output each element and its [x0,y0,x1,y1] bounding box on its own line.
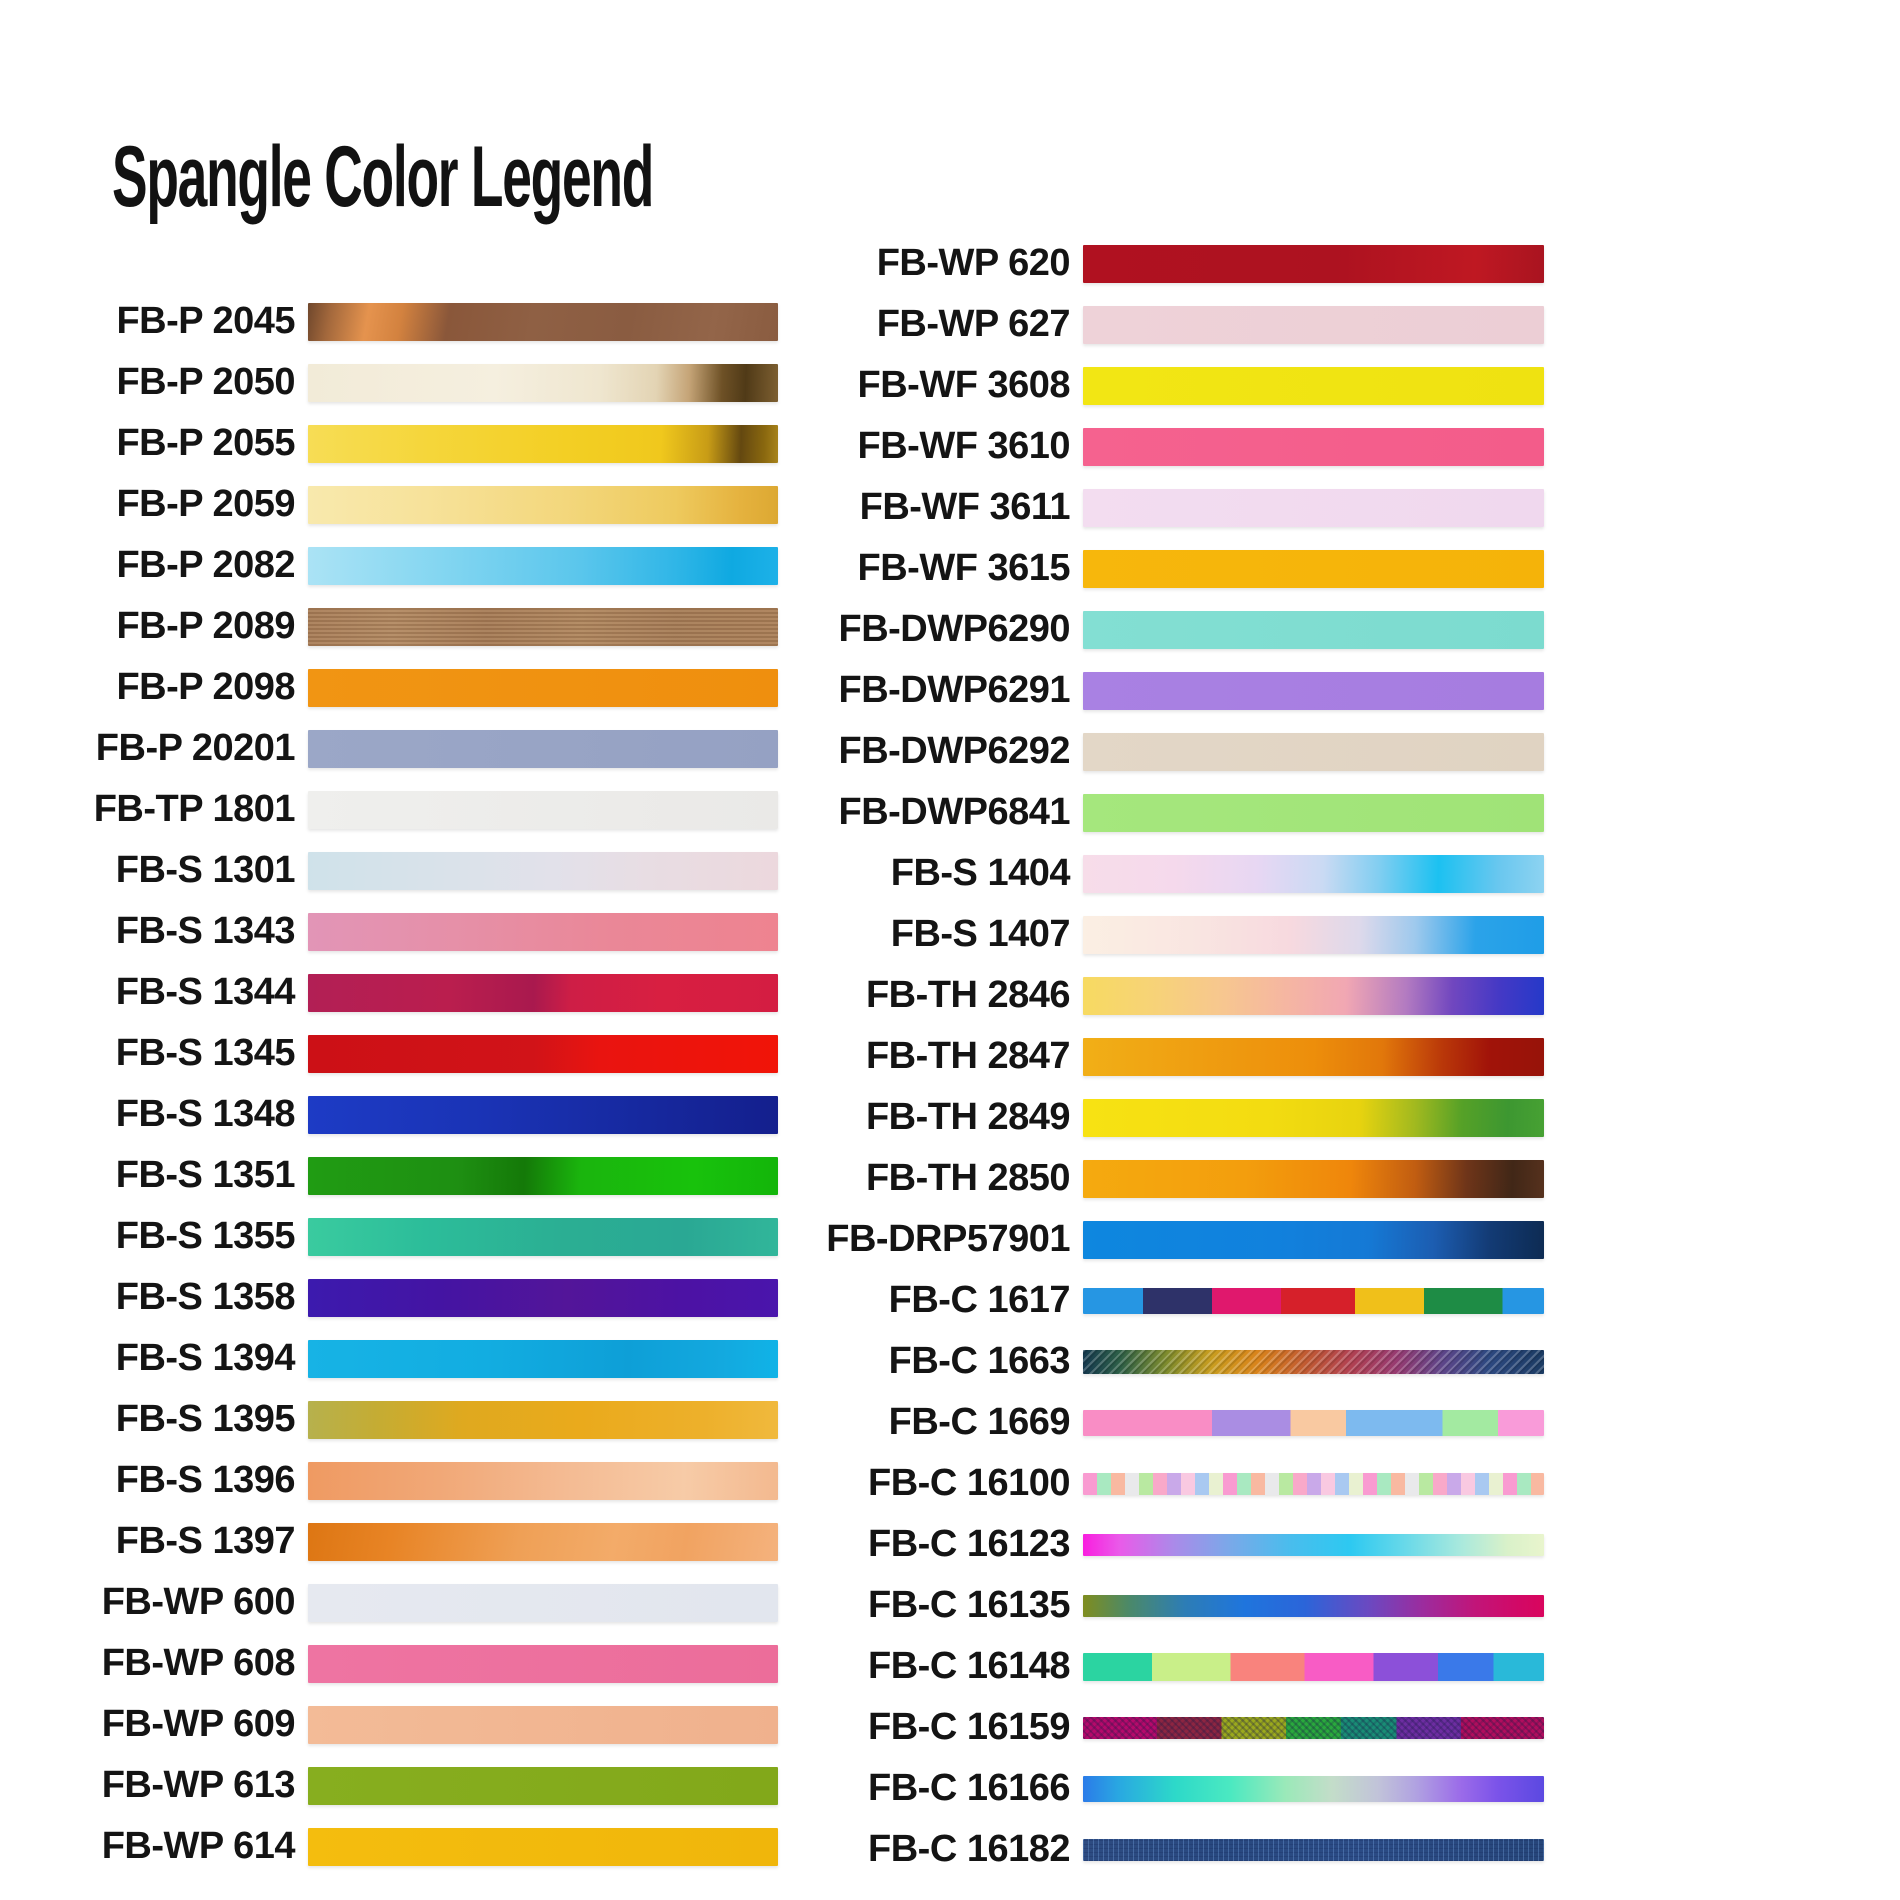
swatch-label: FB-S 1343 [115,910,295,952]
legend-row [80,657,778,718]
swatch-label: FB-S 1358 [115,1276,295,1318]
legend-row [80,474,778,535]
swatch-label: FB-C 16100 [868,1462,1070,1504]
legend-row [80,1328,778,1389]
color-swatch [308,425,778,463]
color-swatch [1083,1776,1544,1802]
swatch-label: FB-C 16123 [868,1523,1070,1565]
legend-row [80,1755,778,1816]
legend-row [80,1023,778,1084]
legend-row [80,1206,778,1267]
swatch-label: FB-DRP57901 [826,1218,1070,1260]
swatch-label: FB-P 2045 [116,300,295,342]
legend-row [800,1575,1544,1636]
color-swatch [308,1523,778,1561]
color-swatch [308,486,778,524]
color-swatch [1083,916,1544,954]
swatch-label: FB-P 2050 [116,361,295,403]
color-swatch [1083,1350,1544,1374]
color-swatch [308,303,778,341]
color-swatch [308,913,778,951]
color-swatch [308,1035,778,1073]
color-swatch [1083,1221,1544,1259]
legend-row [800,294,1544,355]
color-swatch [1083,428,1544,466]
legend-row [800,233,1544,294]
swatch-label: FB-S 1404 [890,852,1070,894]
legend-row [800,1758,1544,1819]
swatch-label: FB-DWP6290 [838,608,1070,650]
legend-row [80,1816,778,1877]
swatch-label: FB-P 20201 [95,727,295,769]
color-swatch [308,1767,778,1805]
legend-row [80,901,778,962]
swatch-label: FB-C 16166 [868,1767,1070,1809]
swatch-label: FB-WF 3615 [857,547,1070,589]
color-swatch [308,852,778,890]
color-swatch [308,1645,778,1683]
legend-row [800,843,1544,904]
color-swatch [1083,672,1544,710]
color-swatch [308,608,778,646]
swatch-label: FB-S 1345 [115,1032,295,1074]
color-swatch [308,974,778,1012]
swatch-label: FB-WF 3608 [857,364,1070,406]
swatch-label: FB-WP 620 [876,242,1070,284]
color-swatch [1083,794,1544,832]
color-swatch [1083,1653,1544,1681]
swatch-label: FB-C 1617 [888,1279,1070,1321]
swatch-label: FB-P 2089 [116,605,295,647]
legend-row [800,1392,1544,1453]
color-swatch [1083,1717,1544,1739]
color-swatch [1083,489,1544,527]
legend-row [80,1511,778,1572]
color-swatch [308,547,778,585]
color-swatch [308,1401,778,1439]
swatch-label: FB-TH 2846 [865,974,1070,1016]
color-swatch [1083,306,1544,344]
legend-row [800,1148,1544,1209]
swatch-label: FB-WF 3611 [859,486,1070,528]
swatch-label: FB-P 2082 [116,544,295,586]
legend-row [80,596,778,657]
color-swatch [1083,1288,1544,1314]
color-swatch [1083,550,1544,588]
legend-row [800,1270,1544,1331]
color-swatch [308,1706,778,1744]
swatch-label: FB-WP 627 [876,303,1070,345]
swatch-label: FB-TH 2849 [865,1096,1070,1138]
legend-row [80,535,778,596]
swatch-label: FB-WP 608 [101,1642,295,1684]
swatch-label: FB-P 2098 [116,666,295,708]
color-swatch [308,1462,778,1500]
swatch-label: FB-S 1397 [115,1520,295,1562]
legend-row [80,1084,778,1145]
color-swatch [1083,1099,1544,1137]
legend-row [80,779,778,840]
color-swatch [308,669,778,707]
legend-row [800,1819,1544,1880]
legend-row [800,1209,1544,1270]
color-swatch [308,1279,778,1317]
swatch-label: FB-S 1407 [890,913,1070,955]
swatch-label: FB-WF 3610 [857,425,1070,467]
legend-row [80,1450,778,1511]
swatch-label: FB-S 1301 [115,849,295,891]
color-swatch [308,1340,778,1378]
legend-row [800,1697,1544,1758]
swatch-label: FB-P 2059 [116,483,295,525]
color-swatch [1083,1410,1544,1436]
left-column [80,291,778,1877]
swatch-label: FB-DWP6841 [838,791,1070,833]
swatch-label: FB-S 1396 [115,1459,295,1501]
page-title: Spangle Color Legend [112,129,654,225]
legend-row [80,1694,778,1755]
swatch-label: FB-DWP6291 [838,669,1070,711]
swatch-label: FB-P 2055 [116,422,295,464]
swatch-label: FB-TP 1801 [93,788,295,830]
color-swatch [1083,977,1544,1015]
color-swatch [1083,1534,1544,1556]
legend-row [800,1636,1544,1697]
color-swatch [308,1157,778,1195]
legend-row [800,1087,1544,1148]
legend-row [800,538,1544,599]
color-swatch [308,1584,778,1622]
color-swatch [308,730,778,768]
swatch-label: FB-C 1663 [888,1340,1070,1382]
color-swatch [308,1096,778,1134]
legend-row [80,352,778,413]
legend-row [80,1633,778,1694]
swatch-label: FB-S 1395 [115,1398,295,1440]
color-swatch [1083,1160,1544,1198]
legend-row [800,965,1544,1026]
legend-row [80,718,778,779]
color-swatch [308,1828,778,1866]
swatch-label: FB-S 1394 [115,1337,295,1379]
swatch-label: FB-WP 613 [101,1764,295,1806]
legend-row [800,416,1544,477]
color-swatch [1083,245,1544,283]
legend-row [80,413,778,474]
legend-row [80,840,778,901]
swatch-label: FB-S 1355 [115,1215,295,1257]
legend-row [800,1026,1544,1087]
swatch-label: FB-TH 2847 [865,1035,1070,1077]
legend-row [80,962,778,1023]
color-swatch [308,364,778,402]
swatch-label: FB-WP 600 [101,1581,295,1623]
swatch-label: FB-C 1669 [888,1401,1070,1443]
legend-row [80,1145,778,1206]
legend-row [80,291,778,352]
color-swatch [1083,1473,1544,1495]
swatch-label: FB-WP 614 [101,1825,295,1867]
swatch-label: FB-TH 2850 [865,1157,1070,1199]
legend-row [800,477,1544,538]
color-swatch [308,791,778,829]
legend-row [80,1267,778,1328]
legend-row [800,355,1544,416]
swatch-label: FB-S 1344 [115,971,295,1013]
legend-row [800,1514,1544,1575]
legend-row [800,1453,1544,1514]
legend-row [800,721,1544,782]
swatch-label: FB-C 16135 [868,1584,1070,1626]
color-swatch [1083,1038,1544,1076]
color-swatch [1083,611,1544,649]
swatch-label: FB-C 16159 [868,1706,1070,1748]
swatch-label: FB-S 1348 [115,1093,295,1135]
color-swatch [1083,1839,1544,1861]
legend-row [80,1389,778,1450]
legend-row [800,1331,1544,1392]
color-swatch [1083,367,1544,405]
swatch-label: FB-DWP6292 [838,730,1070,772]
legend-row [800,904,1544,965]
swatch-label: FB-C 16148 [868,1645,1070,1687]
legend-row [800,782,1544,843]
swatch-label: FB-C 16182 [868,1828,1070,1870]
color-swatch [1083,733,1544,771]
right-column [800,233,1544,1880]
swatch-label: FB-WP 609 [101,1703,295,1745]
color-swatch [1083,855,1544,893]
color-swatch [308,1218,778,1256]
legend-row [800,660,1544,721]
color-swatch [1083,1595,1544,1617]
legend-row [800,599,1544,660]
swatch-label: FB-S 1351 [115,1154,295,1196]
legend-row [80,1572,778,1633]
